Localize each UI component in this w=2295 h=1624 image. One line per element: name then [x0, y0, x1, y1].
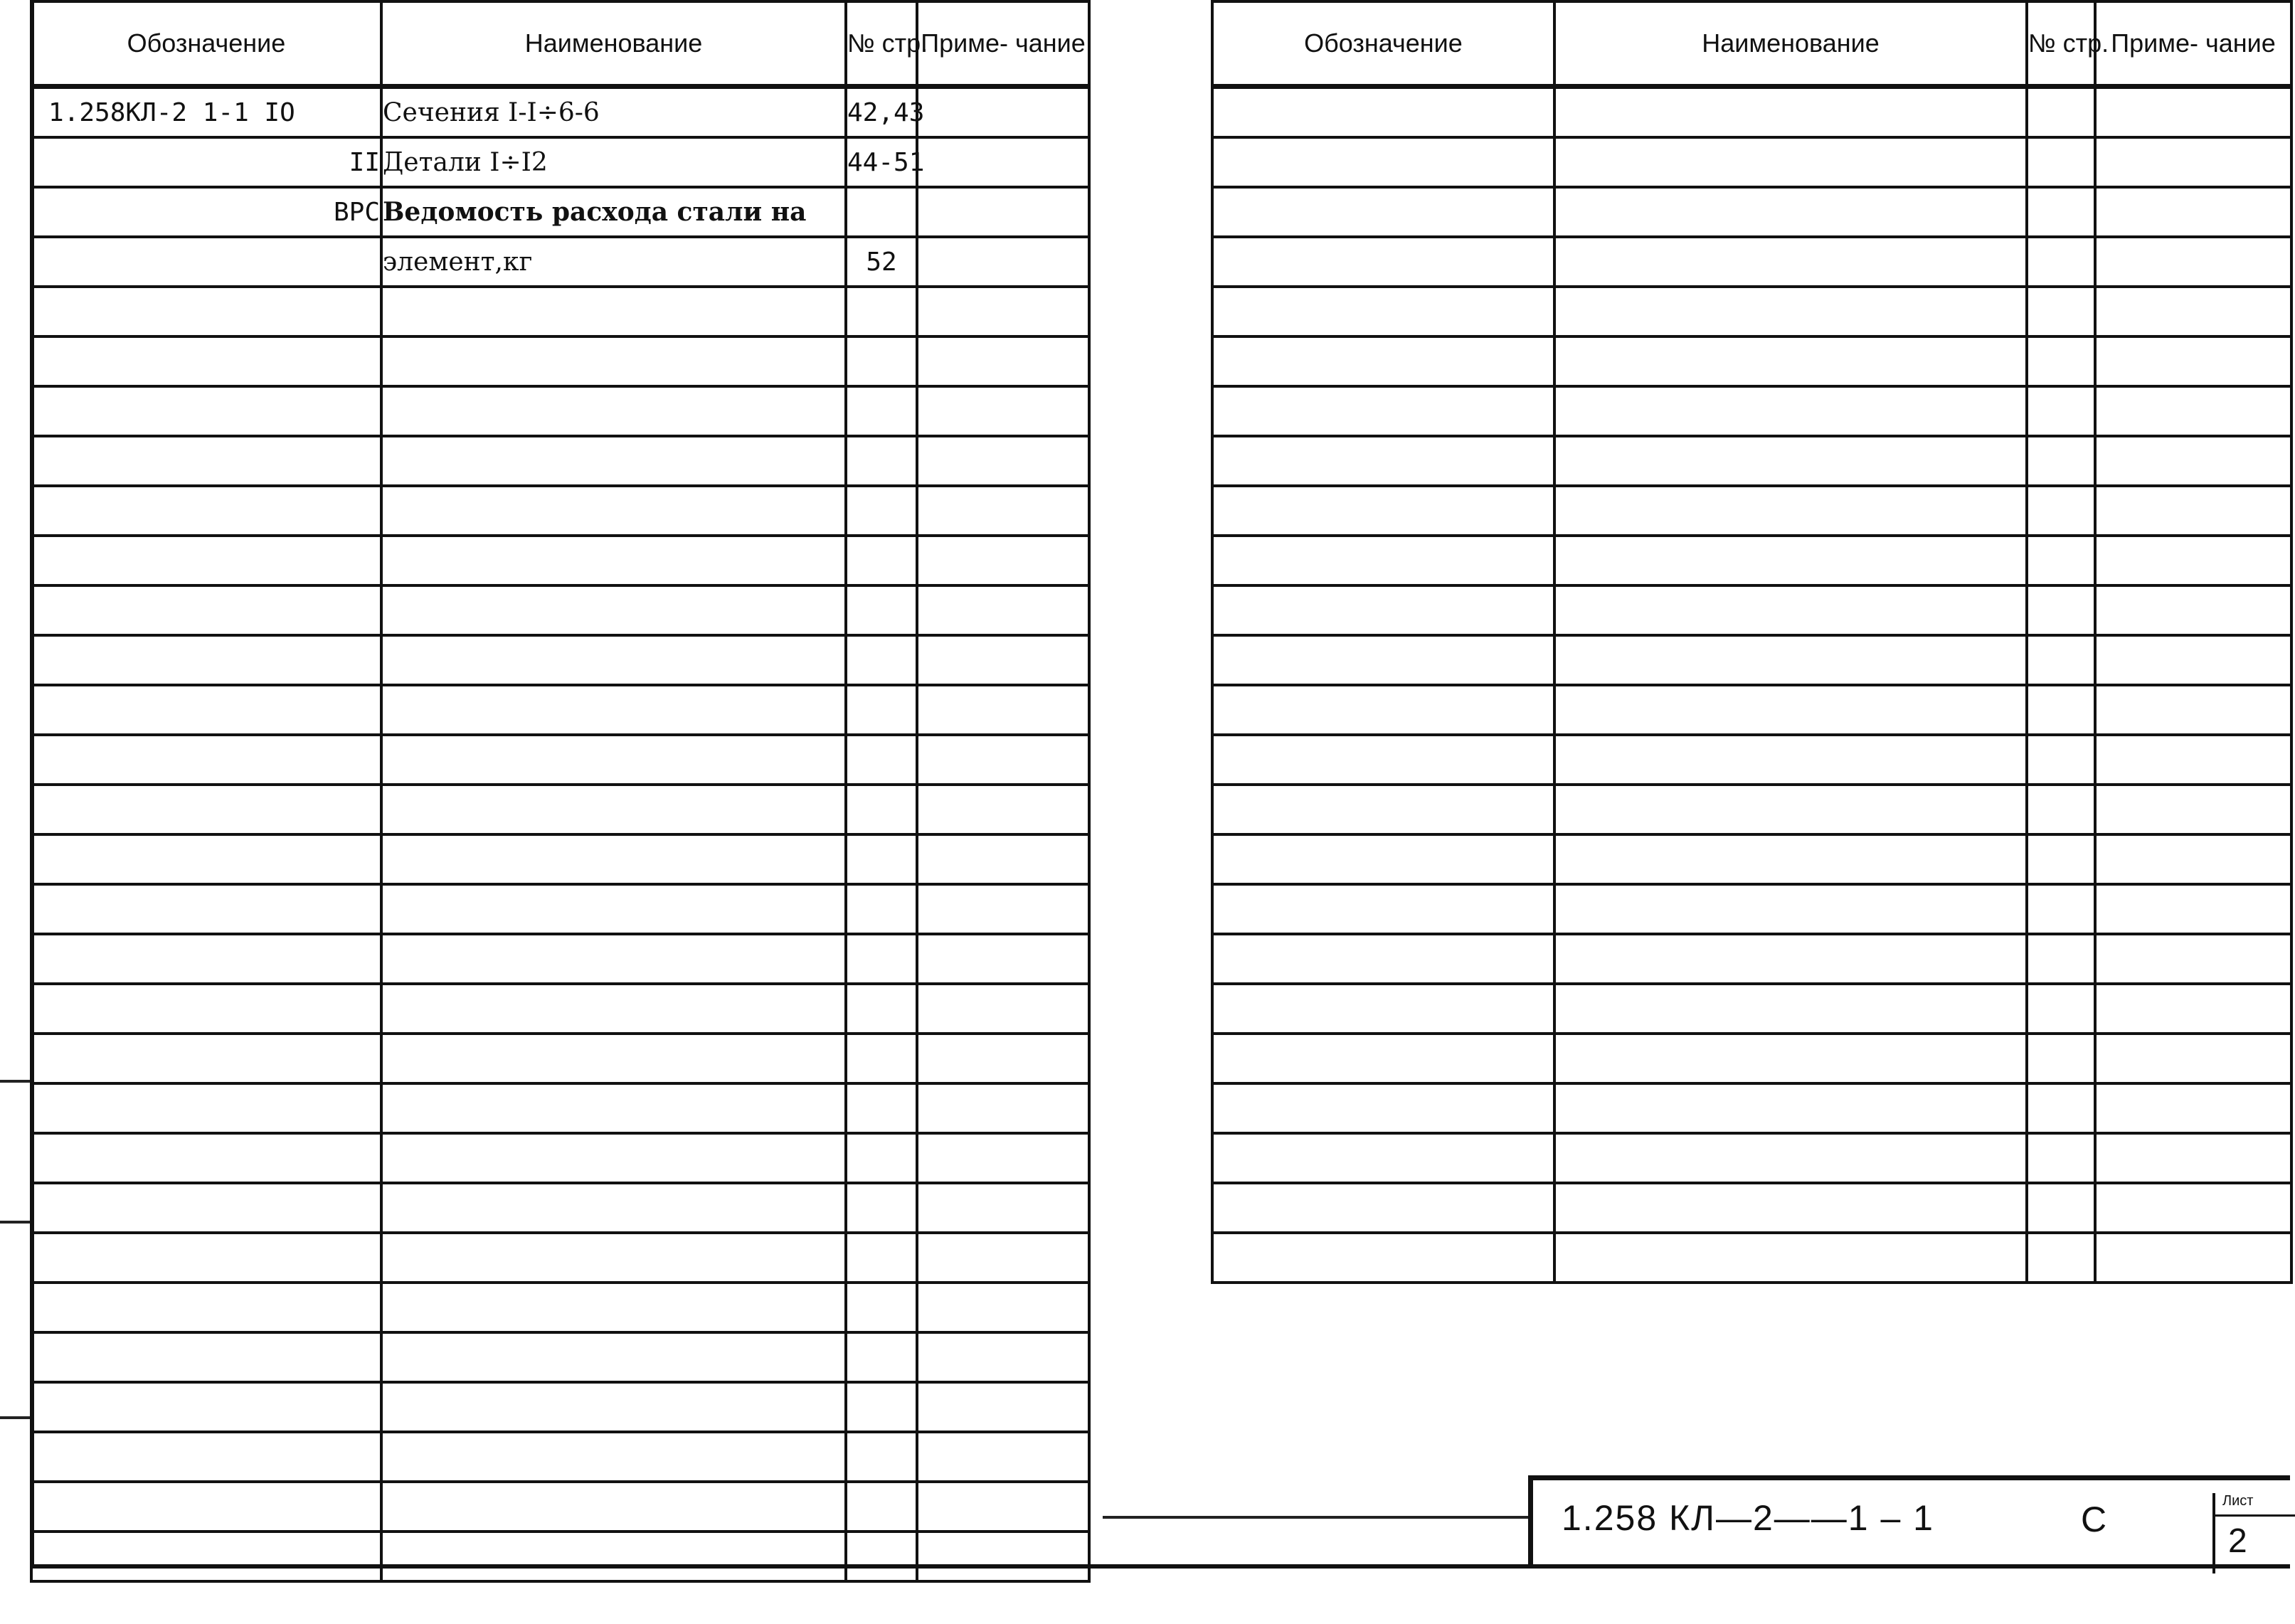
empty-cell [31, 585, 381, 635]
empty-cell [31, 1083, 381, 1133]
empty-cell [381, 1332, 846, 1382]
table-row [31, 735, 1089, 785]
empty-cell [381, 536, 846, 585]
header-designation: Обозначение [1212, 1, 1554, 87]
empty-cell [846, 1532, 917, 1581]
row-name: Детали I÷I2 [381, 137, 846, 187]
empty-cell [31, 287, 381, 336]
empty-cell [1554, 486, 2027, 536]
table-row [31, 834, 1089, 884]
header-name: Наименование [381, 1, 846, 87]
row-page: 44-51 [846, 137, 917, 187]
empty-cell [917, 436, 1089, 486]
empty-cell [917, 834, 1089, 884]
empty-cell [2095, 336, 2291, 386]
empty-cell [2027, 536, 2095, 585]
empty-cell [381, 386, 846, 436]
empty-cell [846, 336, 917, 386]
table-header-row [1212, 1, 2291, 87]
empty-cell [1212, 635, 1554, 685]
empty-cell [1554, 884, 2027, 934]
empty-cell [1554, 785, 2027, 834]
table-row [31, 187, 1089, 237]
empty-cell [917, 1532, 1089, 1581]
title-block [1528, 1475, 2290, 1569]
table-row [31, 1532, 1089, 1581]
table-row [31, 685, 1089, 735]
empty-cell [917, 336, 1089, 386]
empty-cell [917, 785, 1089, 834]
empty-cell [2027, 635, 2095, 685]
table-row [1212, 1034, 2291, 1083]
empty-cell [1212, 1034, 1554, 1083]
empty-cell [1554, 984, 2027, 1034]
empty-cell [2095, 486, 2291, 536]
row-designation: 1.258КЛ-2 1-1 IO [31, 87, 381, 138]
empty-cell [917, 984, 1089, 1034]
empty-cell [1554, 1133, 2027, 1183]
empty-cell [917, 1183, 1089, 1233]
empty-cell [381, 635, 846, 685]
table-row [31, 585, 1089, 635]
empty-cell [2027, 1034, 2095, 1083]
empty-cell [2027, 1183, 2095, 1233]
table-row [31, 137, 1089, 187]
empty-cell [2027, 984, 2095, 1034]
empty-cell [846, 1482, 917, 1532]
header-designation: Обозначение [31, 1, 381, 87]
table-row [31, 635, 1089, 685]
empty-cell [2027, 934, 2095, 984]
empty-cell [1554, 1233, 2027, 1283]
empty-cell [917, 287, 1089, 336]
row-page [846, 187, 917, 237]
empty-cell [1554, 287, 2027, 336]
empty-cell [31, 1432, 381, 1482]
empty-cell [846, 1034, 917, 1083]
empty-cell [1212, 536, 1554, 585]
empty-cell [846, 884, 917, 934]
empty-cell [917, 1482, 1089, 1532]
empty-cell [1212, 585, 1554, 635]
table-row [31, 336, 1089, 386]
empty-cell [2027, 237, 2095, 287]
contents-table-right [1211, 0, 2293, 1284]
table-row [31, 87, 1089, 138]
empty-cell [1212, 1133, 1554, 1183]
empty-cell [846, 984, 917, 1034]
empty-cell [1554, 536, 2027, 585]
table-row [1212, 834, 2291, 884]
empty-cell [2027, 386, 2095, 436]
empty-cell [1212, 785, 1554, 834]
empty-cell [381, 685, 846, 735]
empty-cell [2027, 884, 2095, 934]
table-row [1212, 884, 2291, 934]
empty-cell [381, 984, 846, 1034]
empty-cell [1212, 685, 1554, 735]
table-row [31, 1482, 1089, 1532]
empty-cell [31, 1133, 381, 1183]
empty-cell [1212, 187, 1554, 237]
empty-cell [31, 735, 381, 785]
empty-cell [846, 585, 917, 635]
empty-cell [31, 1482, 381, 1532]
empty-cell [1212, 884, 1554, 934]
empty-cell [2095, 785, 2291, 834]
empty-cell [2027, 1083, 2095, 1133]
document-code: 1.258 КЛ—2——1 – 1 [1562, 1498, 1934, 1538]
row-name: Сечения I-I÷6-6 [381, 87, 846, 138]
empty-cell [1212, 237, 1554, 287]
table-row [31, 1233, 1089, 1283]
empty-cell [381, 1382, 846, 1432]
row-designation: II [31, 137, 381, 187]
table-row [31, 1332, 1089, 1382]
empty-cell [917, 585, 1089, 635]
empty-cell [1554, 336, 2027, 386]
empty-cell [1554, 1083, 2027, 1133]
table-row [1212, 1233, 2291, 1283]
edge-mark [0, 1416, 30, 1419]
empty-cell [2095, 237, 2291, 287]
table-header-row [31, 1, 1089, 87]
empty-cell [2095, 1183, 2291, 1233]
empty-cell [31, 536, 381, 585]
empty-cell [917, 635, 1089, 685]
table-row [31, 1382, 1089, 1432]
table-row [1212, 386, 2291, 436]
empty-cell [846, 386, 917, 436]
empty-cell [31, 635, 381, 685]
empty-cell [31, 386, 381, 436]
empty-cell [2095, 585, 2291, 635]
empty-cell [381, 1133, 846, 1183]
empty-cell [917, 386, 1089, 436]
table-row [31, 536, 1089, 585]
row-note [917, 187, 1089, 237]
table-row [31, 287, 1089, 336]
stage-letter: С [2081, 1500, 2107, 1539]
empty-cell [381, 1482, 846, 1532]
empty-cell [1212, 834, 1554, 884]
row-page: 52 [846, 237, 917, 287]
empty-cell [917, 1083, 1089, 1133]
empty-cell [917, 536, 1089, 585]
empty-cell [917, 486, 1089, 536]
empty-cell [381, 436, 846, 486]
empty-cell [381, 585, 846, 635]
empty-cell [31, 1183, 381, 1233]
empty-cell [917, 1034, 1089, 1083]
empty-cell [1554, 934, 2027, 984]
empty-cell [846, 1432, 917, 1482]
table-row [1212, 87, 2291, 138]
table-row [1212, 187, 2291, 237]
empty-cell [1554, 237, 2027, 287]
edge-mark [0, 1221, 30, 1224]
empty-cell [1554, 1183, 2027, 1233]
empty-cell [846, 486, 917, 536]
empty-cell [31, 884, 381, 934]
empty-cell [1212, 934, 1554, 984]
empty-cell [1212, 1183, 1554, 1233]
empty-cell [2095, 884, 2291, 934]
empty-cell [917, 1133, 1089, 1183]
header-note: Приме- чание [2095, 1, 2291, 87]
table-row [1212, 685, 2291, 735]
empty-cell [917, 1283, 1089, 1332]
empty-cell [2095, 934, 2291, 984]
header-page-no: № стр. [2027, 1, 2095, 87]
table-row [31, 436, 1089, 486]
table-row [31, 237, 1089, 287]
empty-cell [1554, 834, 2027, 884]
table-row [1212, 137, 2291, 187]
empty-cell [381, 1283, 846, 1332]
empty-cell [1554, 137, 2027, 187]
row-name: элемент,кг [381, 237, 846, 287]
table-row [1212, 486, 2291, 536]
empty-cell [2095, 386, 2291, 436]
empty-cell [381, 884, 846, 934]
empty-cell [381, 1432, 846, 1482]
empty-cell [2027, 187, 2095, 237]
empty-cell [917, 1432, 1089, 1482]
title-block-leader-line [1103, 1516, 1530, 1519]
empty-cell [31, 785, 381, 834]
header-note: Приме- чание [917, 1, 1089, 87]
empty-cell [2027, 486, 2095, 536]
empty-cell [2027, 735, 2095, 785]
empty-cell [2095, 1233, 2291, 1283]
sheet-label: Лист [2222, 1493, 2254, 1509]
edge-mark [0, 1080, 30, 1083]
empty-cell [2095, 735, 2291, 785]
empty-cell [31, 436, 381, 486]
empty-cell [1212, 336, 1554, 386]
row-note [917, 237, 1089, 287]
empty-cell [31, 336, 381, 386]
empty-cell [846, 1283, 917, 1332]
empty-cell [2027, 1133, 2095, 1183]
table-row [31, 486, 1089, 536]
empty-cell [2027, 785, 2095, 834]
empty-cell [846, 685, 917, 735]
empty-cell [2095, 984, 2291, 1034]
table-row [1212, 984, 2291, 1034]
empty-cell [846, 1083, 917, 1133]
empty-cell [2095, 87, 2291, 138]
table-row [1212, 1083, 2291, 1133]
table-row [31, 785, 1089, 834]
table-row [1212, 785, 2291, 834]
empty-cell [1554, 735, 2027, 785]
empty-cell [1212, 436, 1554, 486]
table-row [1212, 735, 2291, 785]
empty-cell [917, 735, 1089, 785]
empty-cell [381, 735, 846, 785]
empty-cell [2027, 585, 2095, 635]
empty-cell [1554, 1034, 2027, 1083]
table-row [31, 984, 1089, 1034]
empty-cell [2027, 336, 2095, 386]
empty-cell [2027, 685, 2095, 735]
table-row [31, 1432, 1089, 1482]
empty-cell [846, 1133, 917, 1183]
row-designation: ВРС [31, 187, 381, 237]
table-row [1212, 336, 2291, 386]
empty-cell [2095, 1133, 2291, 1183]
empty-cell [2095, 287, 2291, 336]
table-row [1212, 585, 2291, 635]
contents-table-left [30, 0, 1091, 1583]
empty-cell [2027, 1233, 2095, 1283]
row-note [917, 87, 1089, 138]
empty-cell [2095, 1034, 2291, 1083]
empty-cell [31, 685, 381, 735]
table-row [1212, 436, 2291, 486]
table-row [31, 386, 1089, 436]
empty-cell [2095, 1083, 2291, 1133]
empty-cell [31, 1382, 381, 1432]
empty-cell [31, 934, 381, 984]
empty-cell [381, 785, 846, 834]
table-row [1212, 635, 2291, 685]
empty-cell [1212, 486, 1554, 536]
empty-cell [1212, 1233, 1554, 1283]
empty-cell [2095, 187, 2291, 237]
table-row [1212, 237, 2291, 287]
empty-cell [1212, 1083, 1554, 1133]
table-row [31, 1183, 1089, 1233]
empty-cell [381, 1183, 846, 1233]
empty-cell [2027, 834, 2095, 884]
empty-cell [917, 685, 1089, 735]
empty-cell [917, 1332, 1089, 1382]
empty-cell [2095, 685, 2291, 735]
empty-cell [846, 436, 917, 486]
empty-cell [1554, 685, 2027, 735]
header-page-no: № стр. [846, 1, 917, 87]
empty-cell [846, 735, 917, 785]
empty-cell [1554, 585, 2027, 635]
empty-cell [381, 834, 846, 884]
empty-cell [917, 884, 1089, 934]
empty-cell [31, 984, 381, 1034]
empty-cell [846, 934, 917, 984]
table-row [1212, 1133, 2291, 1183]
empty-cell [2095, 834, 2291, 884]
empty-cell [31, 1034, 381, 1083]
header-name: Наименование [1554, 1, 2027, 87]
empty-cell [846, 834, 917, 884]
table-row [1212, 287, 2291, 336]
empty-cell [917, 1233, 1089, 1283]
table-row [31, 934, 1089, 984]
empty-cell [846, 635, 917, 685]
table-row [31, 884, 1089, 934]
empty-cell [846, 1183, 917, 1233]
empty-cell [2095, 635, 2291, 685]
sheet-number: 2 [2228, 1522, 2247, 1560]
empty-cell [846, 536, 917, 585]
empty-cell [1554, 386, 2027, 436]
empty-cell [846, 1332, 917, 1382]
empty-cell [31, 1233, 381, 1283]
empty-cell [31, 486, 381, 536]
empty-cell [846, 287, 917, 336]
empty-cell [1554, 635, 2027, 685]
sheet-box-divider [2215, 1514, 2295, 1517]
empty-cell [31, 1532, 381, 1581]
table-row [31, 1034, 1089, 1083]
empty-cell [1212, 137, 1554, 187]
table-row [1212, 934, 2291, 984]
table-row [31, 1083, 1089, 1133]
sheet-number-box [2212, 1493, 2295, 1573]
empty-cell [1212, 287, 1554, 336]
empty-cell [381, 336, 846, 386]
empty-cell [1554, 87, 2027, 138]
row-note [917, 137, 1089, 187]
row-name: Ведомость расхода стали на [381, 187, 846, 237]
empty-cell [1212, 735, 1554, 785]
empty-cell [381, 1233, 846, 1283]
table-row [31, 1283, 1089, 1332]
empty-cell [1212, 87, 1554, 138]
table-row [1212, 536, 2291, 585]
empty-cell [2027, 137, 2095, 187]
empty-cell [846, 1382, 917, 1432]
empty-cell [917, 934, 1089, 984]
empty-cell [1554, 436, 2027, 486]
empty-cell [2095, 137, 2291, 187]
empty-cell [2027, 87, 2095, 138]
empty-cell [381, 1034, 846, 1083]
empty-cell [381, 1083, 846, 1133]
empty-cell [917, 1382, 1089, 1432]
empty-cell [2027, 287, 2095, 336]
empty-cell [1212, 386, 1554, 436]
empty-cell [2095, 536, 2291, 585]
row-page: 42,43 [846, 87, 917, 138]
table-row [1212, 1183, 2291, 1233]
empty-cell [1554, 187, 2027, 237]
empty-cell [381, 486, 846, 536]
table-row [31, 1133, 1089, 1183]
empty-cell [2027, 436, 2095, 486]
empty-cell [381, 287, 846, 336]
empty-cell [381, 1532, 846, 1581]
empty-cell [846, 785, 917, 834]
empty-cell [31, 1332, 381, 1382]
empty-cell [31, 1283, 381, 1332]
empty-cell [381, 934, 846, 984]
empty-cell [31, 834, 381, 884]
empty-cell [846, 1233, 917, 1283]
empty-cell [1212, 984, 1554, 1034]
empty-cell [2095, 436, 2291, 486]
row-designation [31, 237, 381, 287]
